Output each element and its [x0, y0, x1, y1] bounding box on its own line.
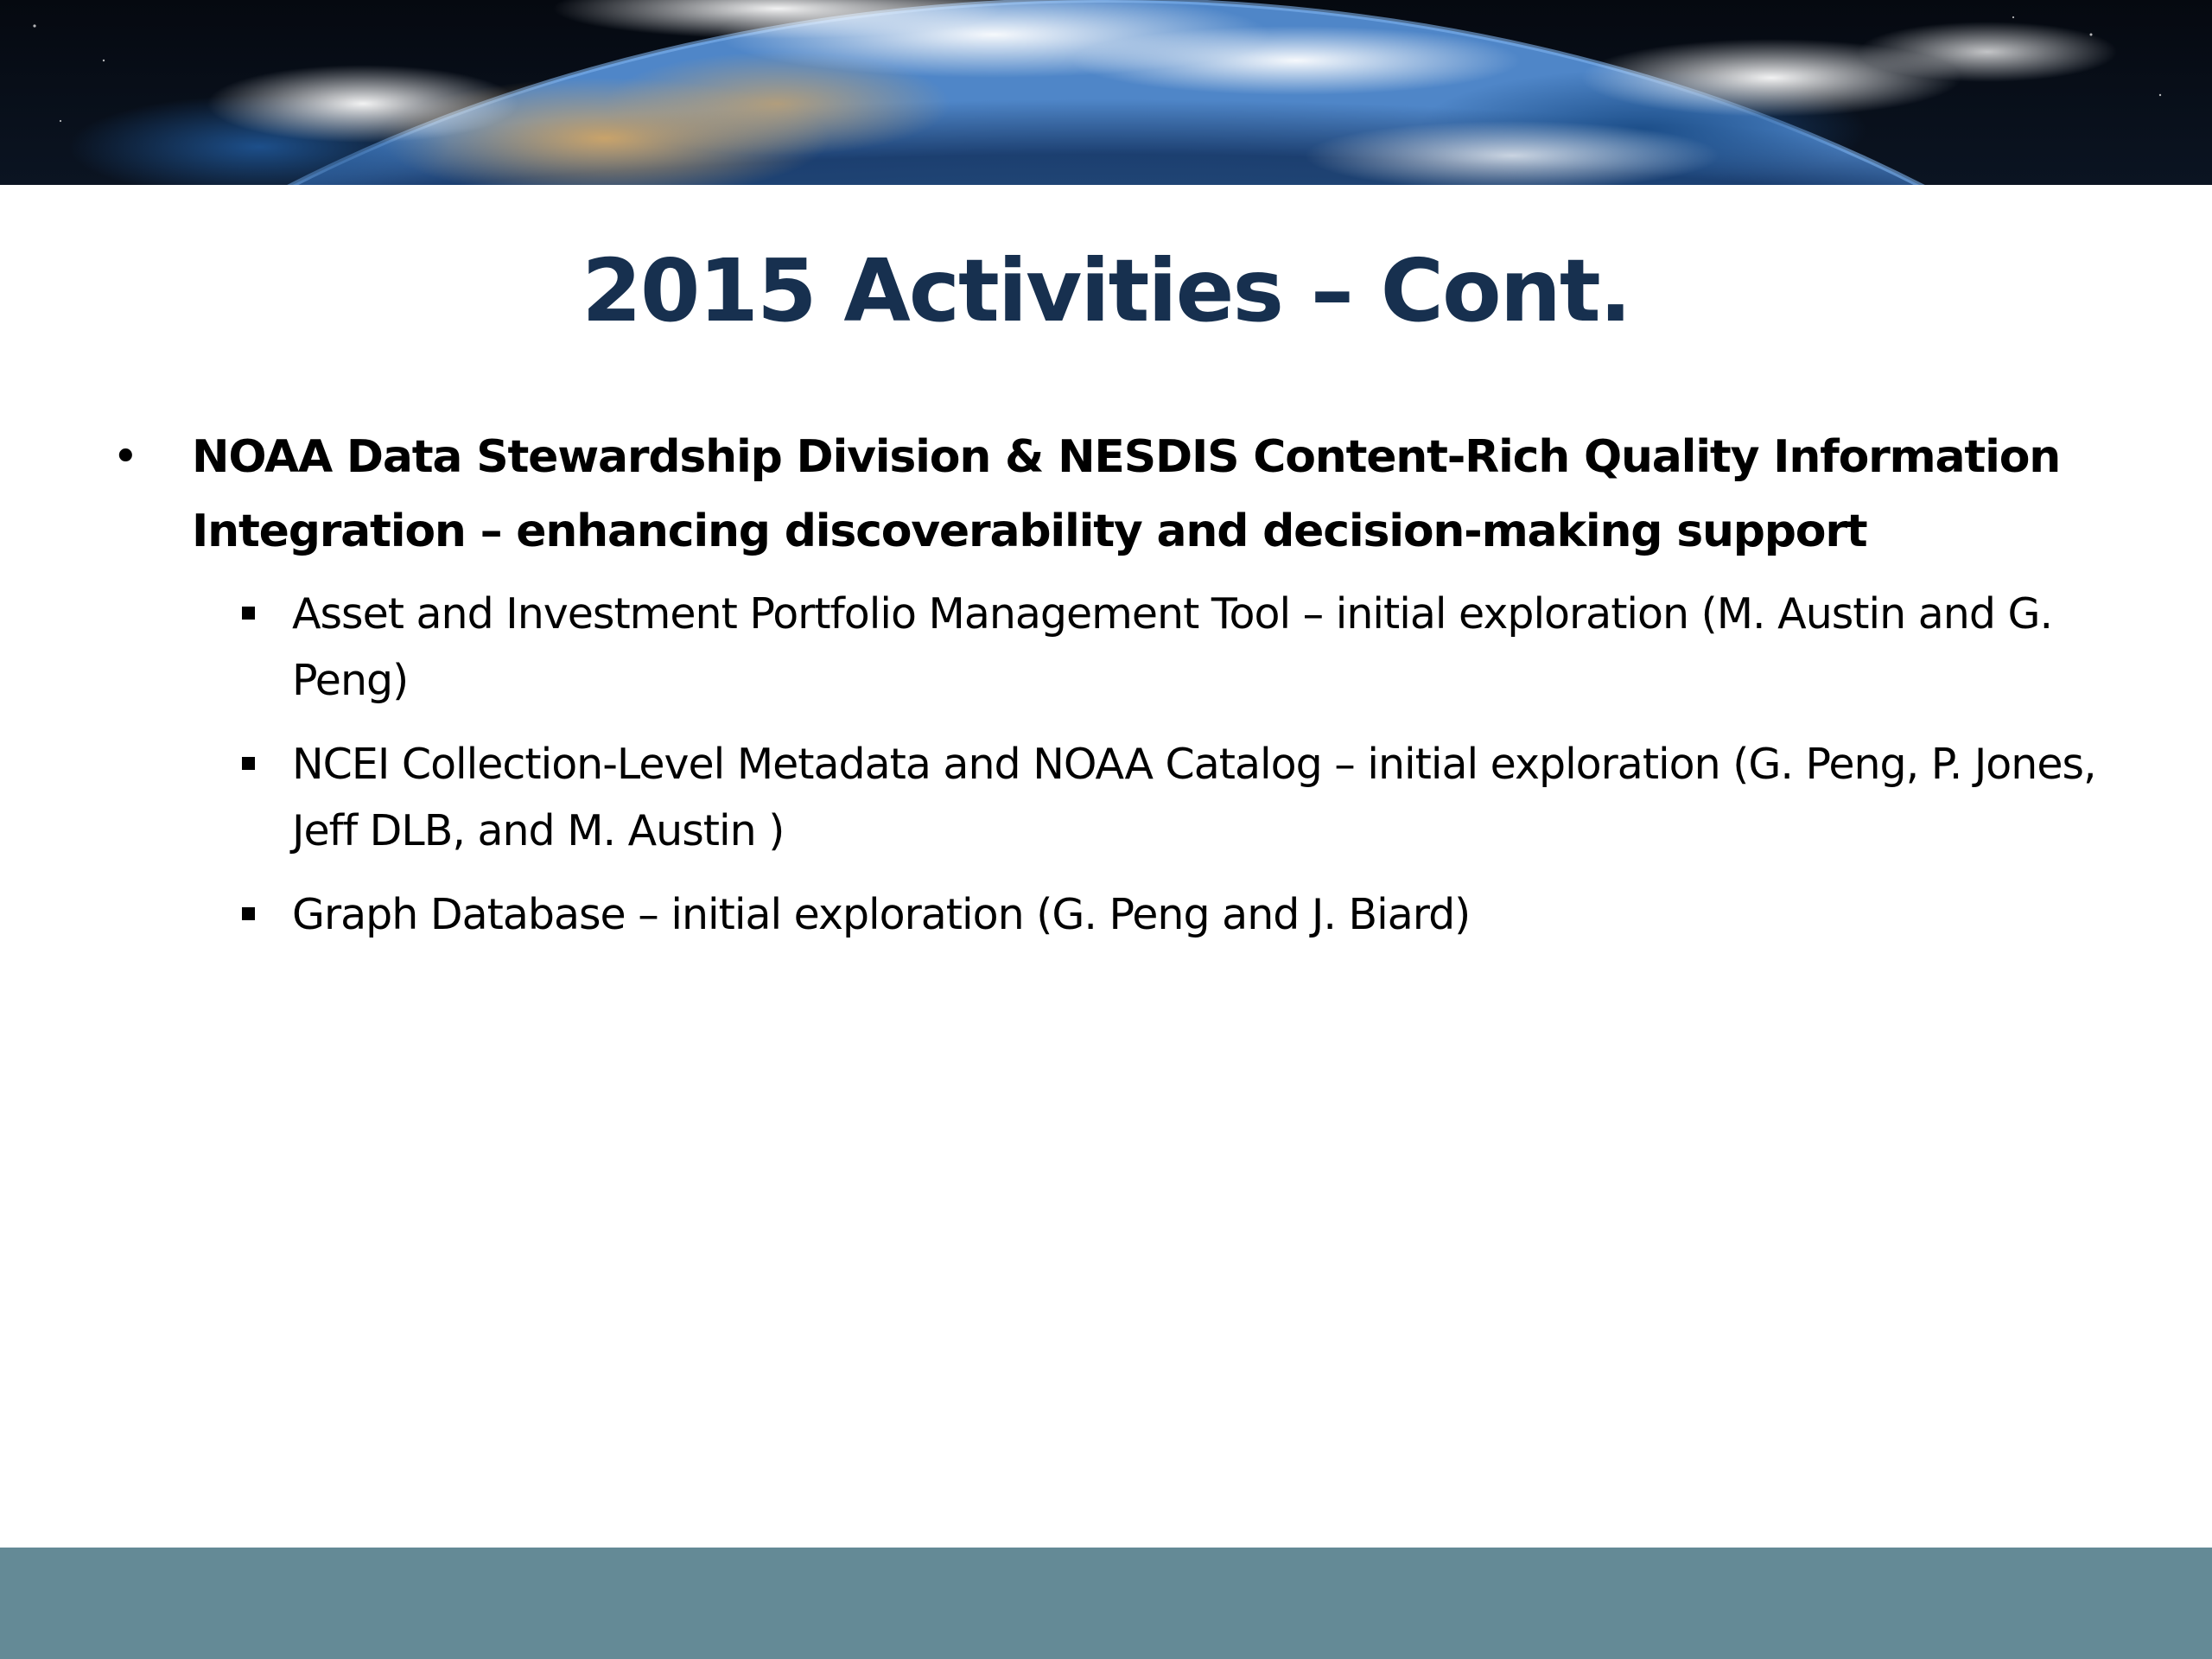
square-bullet-icon — [242, 757, 255, 770]
bullet-marker: • — [112, 431, 138, 483]
earth-banner-image — [0, 0, 2212, 185]
bullet-item — [112, 420, 2126, 569]
footer-bar — [0, 1548, 2212, 1659]
sub-bullet-text: NCEI Collection-Level Metadata and NOAA Catalog – initial exploration (G. Peng, P. Jones, Jeff DLB, and M. Austin ) — [292, 740, 2096, 855]
bullet-list — [112, 420, 2126, 965]
sub-bullet-list — [112, 581, 2126, 948]
sub-bullet-item — [112, 881, 2126, 948]
sub-bullet-item — [112, 581, 2126, 714]
square-bullet-icon — [242, 607, 255, 620]
sub-bullet-text: Asset and Investment Portfolio Management Tool – initial exploration (M. Austin and G. Peng) — [292, 589, 2053, 705]
earth-banner-graphic — [0, 0, 2212, 185]
bullet-text: NOAA Data Stewardship Division & NESDIS Content-Rich Quality Information Integration – enhancing discoverability and decision-making support — [192, 431, 2061, 557]
sub-bullet-text: Graph Database – initial exploration (G. Peng and J. Biard) — [292, 890, 1471, 939]
square-bullet-icon — [242, 907, 255, 920]
slide-title: 2015 Activities – Cont. — [582, 240, 1630, 341]
sub-bullet-item — [112, 731, 2126, 864]
